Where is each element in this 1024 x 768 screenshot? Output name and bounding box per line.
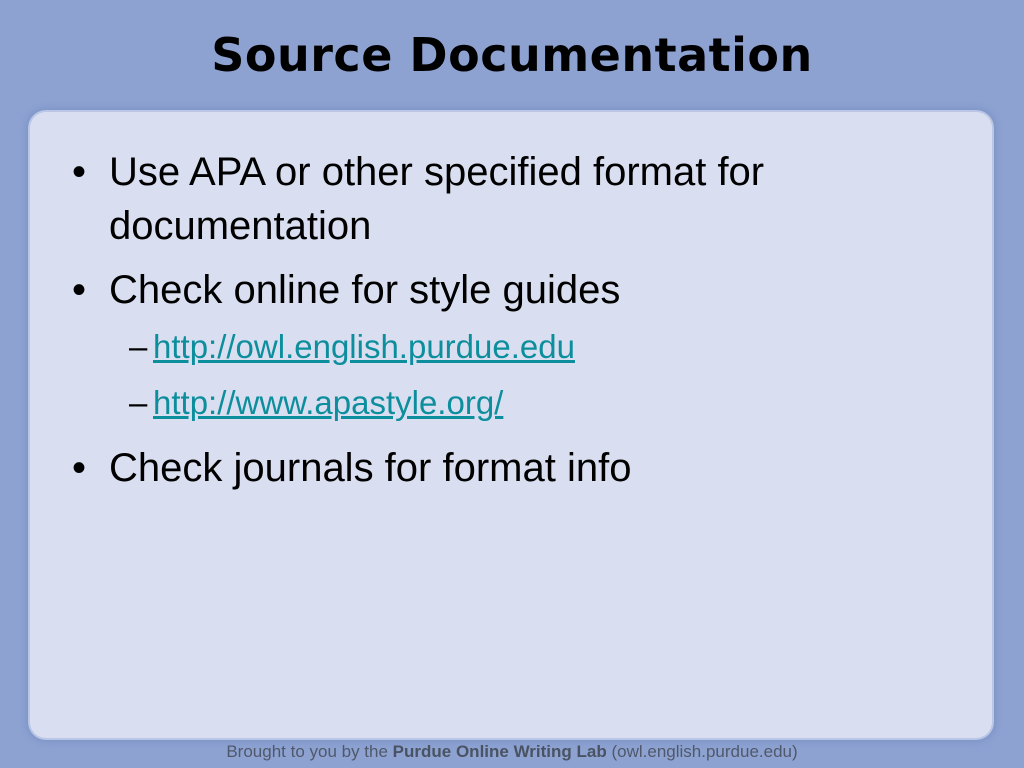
bullet-marker: •	[72, 150, 87, 194]
sub-list	[109, 319, 932, 431]
bullet-item	[72, 441, 932, 495]
bullet-marker: •	[72, 268, 87, 312]
bullet-item	[72, 263, 932, 431]
footer-brand: Purdue Online Writing Lab	[392, 742, 607, 761]
apastyle-link[interactable]: http://www.apastyle.org/	[153, 384, 504, 421]
bullet-item	[72, 145, 932, 253]
sub-marker: –	[129, 328, 148, 365]
bullet-list	[72, 145, 932, 505]
bullet-text: Check journals for format info	[109, 446, 632, 490]
sub-marker: –	[129, 384, 148, 421]
bullet-text: Use APA or other specified format for documentation	[109, 150, 765, 248]
bullet-marker: •	[72, 446, 87, 490]
bullet-text: Check online for style guides	[109, 268, 621, 312]
footer	[0, 742, 1024, 762]
footer-suffix: (owl.english.purdue.edu)	[611, 742, 798, 761]
sub-item	[109, 319, 932, 375]
footer-prefix: Brought to you by the	[226, 742, 388, 761]
owl-purdue-link[interactable]: http://owl.english.purdue.edu	[153, 328, 575, 365]
slide-title: Source Documentation	[211, 28, 813, 82]
sub-item	[109, 375, 932, 431]
